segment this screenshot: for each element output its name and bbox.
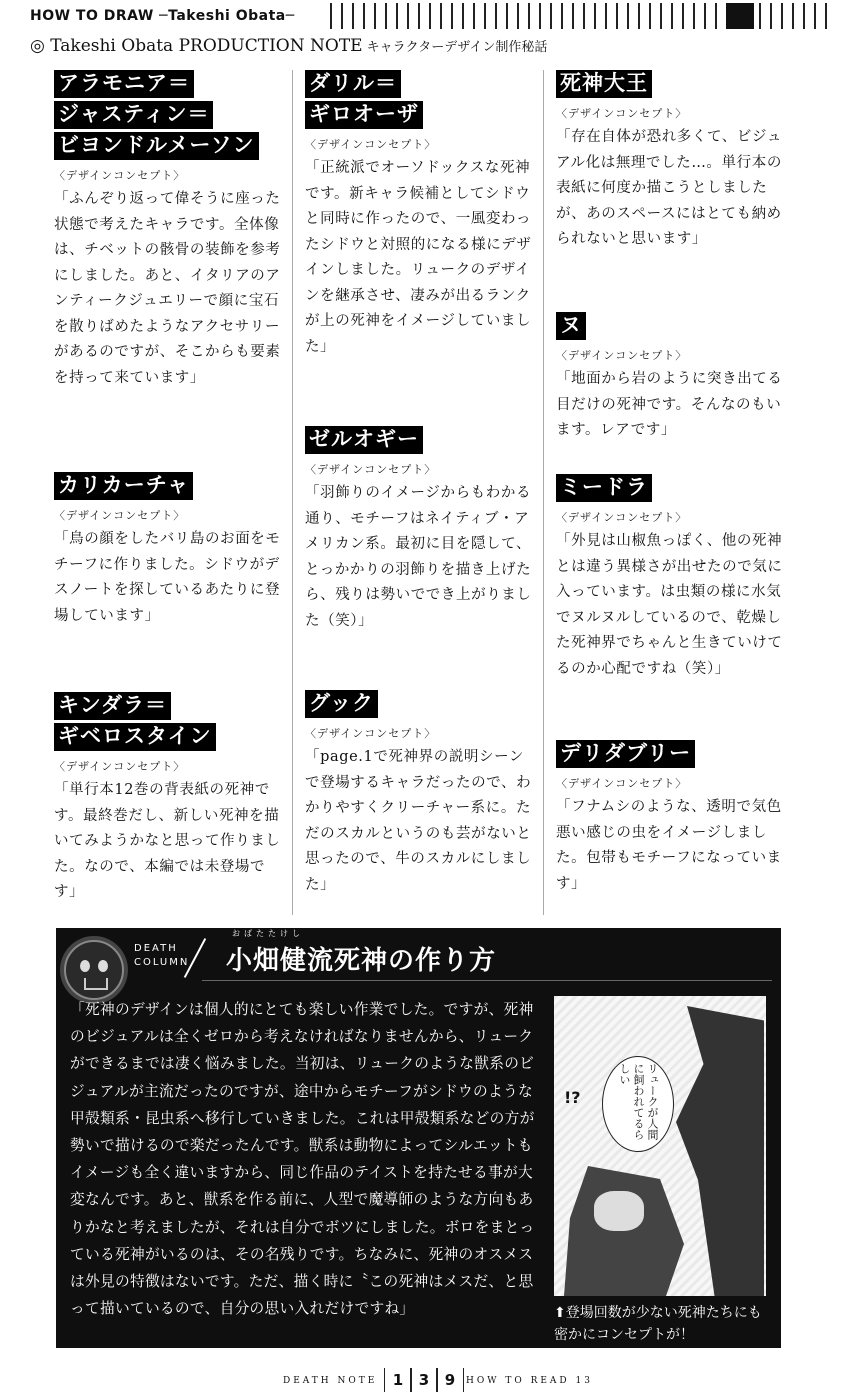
speech-bubble: リュークが人間に飼われてるらしい [602,1056,674,1152]
concept-label: 〈デザインコンセプト〉 [54,760,186,773]
title-underline [202,980,772,981]
entry-text: 「page.1で死神界の説明シーンで登場するキャラだったので、わかりやすくクリーチャー系に。ただのスカルというのも芸がないと思ったので、牛のスカルにしました」 [305,749,532,893]
entry-text: 「羽飾りのイメージからもわかる通り、モチーフはネイティブ・アメリカン系。最初に目を隠して、とっかかりの羽飾りを描き上げたら、残りは勢いででき上がりました（笑）」 [305,485,532,629]
character-name: カリカーチャ [54,472,193,500]
entry-deridaburi [556,740,788,897]
manga-illustration [554,996,766,1296]
subtitle-en: ◎ Takeshi Obata PRODUCTION NOTE [30,36,363,56]
entry-midora [556,474,788,682]
column-title: 小畑健流死神の作り方 [226,946,497,976]
subtitle-jp: キャラクターデザイン制作秘話 [366,40,548,55]
column-divider [292,70,293,915]
character-name: 死神大王 [556,70,652,98]
illustration-caption: ⬆登場回数が少ない死神たちにも密かにコンセプトが！ [554,1305,762,1343]
concept-label: 〈デザインコンセプト〉 [305,138,437,151]
entry-aramonia [54,70,284,391]
entry-karikacha [54,472,284,629]
character-name: グック [305,690,378,718]
title-ruby: おばたたけし [232,929,304,938]
entry-text: 「フナムシのような、透明で気色悪い感じの虫をイメージしました。包帯もモチーフになっています」 [556,799,782,892]
concept-label: 〈デザインコンセプト〉 [556,349,688,362]
entry-text: 「存在自体が恐れ多くて、ビジュアル化は無理でした…。単行本の表紙に何度か描こうとしましたが、あのスペースにはとても納められないと思います」 [556,129,782,247]
header-title: HOW TO DRAW ─Takeshi Obata─ [30,8,295,24]
concept-label: 〈デザインコンセプト〉 [305,727,437,740]
entry-shinigami-king [556,70,788,253]
entry-daril [305,70,535,360]
character-name: デリダブリー [556,740,695,768]
column-body: 「死神のデザインは個人的にとても楽しい作業でした。ですが、死神のビジュアルは全くゼロから考えなければなりませんから、リュークができるまでは凄く悩みました。当初は、リュークのような獣系のビジュアルが主流だったのですが、途中からモチーフがシドウのような甲殻類系・昆虫系へ移行していきました。これは甲殻類系などの方が勢いで描けるので楽だったんです。獣系は動物によってシルエットもイメージも全く違いますから、同じ作品のテイストを持たせる事が大変なんです。あと、獣系を作る前に、人型で魔導師のような方向もありかなと考えましたが、それは自分でボツにしました。ボロをまとっている死神がいるのは、その名残りです。ちなみに、死神のオスメスは外見の特徴はないです。ただ、描く時に〝この死神はメスだ、と思って描いているので、自分の思い入れだけですね」 [70,1001,535,1318]
header-decoration-bars [330,3,830,29]
entry-text: 「ふんぞり返って偉そうに座った状態で考えたキャラです。全体像は、チベットの骸骨の装飾を参考にしました。あと、イタリアのアンティークジュエリーで顔に宝石を散りばめたようなアクセサリーがあるのですが、そこからも要素を持って来ています」 [54,191,281,386]
character-name: ギロオーザ [305,101,423,129]
concept-label: 〈デザインコンセプト〉 [556,511,688,524]
death-column-box [56,928,781,1348]
column-divider [543,70,544,915]
concept-label: 〈デザインコンセプト〉 [54,169,186,182]
page-number-digit: 9 [436,1368,464,1392]
footer-left: DEATH NOTE [283,1376,378,1386]
character-name: ゼルオギー [305,426,423,454]
entry-kindara [54,692,284,906]
skull-face [594,1191,644,1231]
entry-text: 「鳥の顔をしたバリ島のお面をモチーフに作りました。シドウがデスノートを探しているあたりに登場しています」 [54,531,281,624]
entry-text: 「地面から岩のように突き出てる目だけの死神です。そんなのもいます。レアです」 [556,371,783,438]
page-number-digit: 3 [410,1368,438,1392]
character-name: ジャスティン＝ [54,101,213,129]
skull-icon [64,940,124,1000]
character-name: キンダラ＝ [54,692,171,720]
column-left [54,70,284,915]
column-label: DEATH COLUMN [134,943,190,968]
entry-text: 「外見は山椒魚っぽく、他の死神とは違う異様さが出せたので気に入っています。は虫類の様に水気でヌルヌルしているので、乾燥した死神界でちゃんと生きていけてるのか心配ですね（笑）」 [556,533,783,677]
character-name: ミードラ [556,474,652,502]
character-name: ヌ [556,312,586,340]
entry-gukku [305,690,535,898]
character-name: ダリル＝ [305,70,401,98]
concept-label: 〈デザインコンセプト〉 [556,777,688,790]
concept-label: 〈デザインコンセプト〉 [305,463,437,476]
header-subtitle [30,36,547,56]
column-right [556,70,788,915]
page-number-digit: 1 [384,1368,412,1392]
character-name: ビヨンドルメーソン [54,132,259,160]
character-name: アラモニア＝ [54,70,194,98]
concept-label: 〈デザインコンセプト〉 [556,107,688,120]
entry-text: 「正統派でオーソドックスな死神です。新キャラ候補としてシドウと同時に作ったので、一風変わったシドウと対照的になる様にデザインしました。リュークのデザインを継承させ、凄みが出るランクが上の死神をイメージしていました」 [305,160,532,355]
entry-text: 「単行本12巻の背表紙の死神です。最終巻だし、新しい死神を描いてみようかなと思って作りました。なので、本編では未登場です」 [54,782,281,900]
entry-zeruogi [305,426,535,634]
entry-nu [556,312,788,444]
footer [0,1368,858,1392]
column-middle [305,70,535,915]
footer-right: HOW TO READ 13 [466,1376,593,1386]
character-name: ギベロスタイン [54,723,216,751]
concept-label: 〈デザインコンセプト〉 [54,509,186,522]
exclaim-text: !? [564,1088,581,1107]
